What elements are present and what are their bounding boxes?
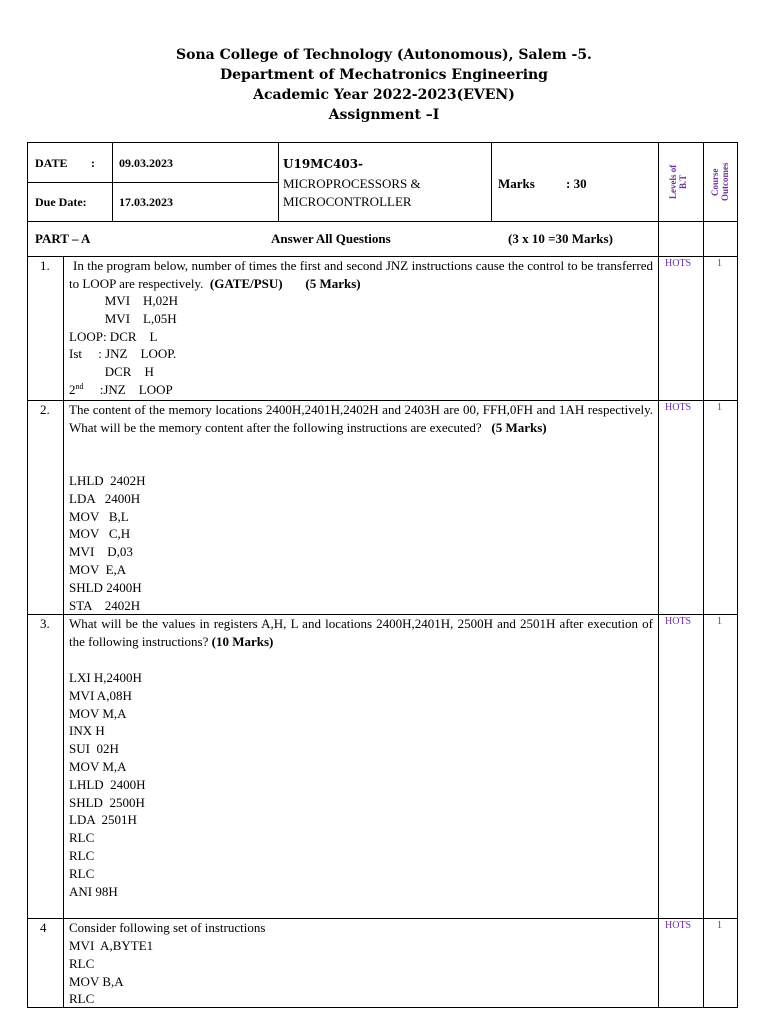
question-1-code: MVI H,02H MVI L,05H LOOP: DCR L Ist : JNZ LOOP. DCR H 2nd :JNZ LOOP: [69, 293, 179, 397]
course-outcome: 1: [717, 402, 722, 413]
question-number: 1.: [40, 258, 50, 273]
due-date-value: 17.03.2023: [119, 195, 173, 209]
bt-level: HOTS: [665, 920, 692, 931]
course-outcome-header: Course Outcomes: [710, 162, 730, 202]
course-outcome: 1: [717, 920, 722, 931]
due-date-label: Due Date:: [35, 195, 87, 209]
question-number: 3.: [40, 616, 50, 631]
question-2-text: The content of the memory locations 2400H,2401H,2402H and 2403H are 00, FFH,0FH and 1AH respectively. What will be the memory content after the following instructions are executed? (5 Marks): [69, 402, 653, 435]
bt-level-header: Levels of B.T: [668, 164, 688, 200]
question-number: 2.: [40, 402, 50, 417]
marks-label: Marks: [498, 176, 535, 191]
course-outcome: 1: [717, 258, 722, 269]
college-title: Sona College of Technology (Autonomous), Salem -5.: [176, 47, 592, 63]
question-2-code: LHLD 2402H LDA 2400H MOV B,L MOV C,H MVI D,03 MOV E,A SHLD 2400H STA 2402H: [69, 473, 146, 613]
question-1-text: In the program below, number of times the first and second JNZ instructions cause the control to be transferred to LOOP are respectively. (GATE/PSU) (5 Marks): [69, 258, 653, 291]
part-marks: (3 x 10 =30 Marks): [508, 231, 613, 246]
department-title: Department of Mechatronics Engineering: [220, 67, 548, 83]
question-number: 4: [40, 920, 47, 935]
course-name-line2: MICROCONTROLLER: [283, 194, 412, 209]
part-label: PART – A: [35, 231, 91, 246]
course-name-line1: MICROPROCESSORS &: [283, 176, 421, 191]
assignment-title: Assignment –I: [328, 107, 440, 123]
date-colon: :: [91, 156, 95, 170]
bt-level: HOTS: [665, 258, 692, 269]
bt-level: HOTS: [665, 616, 692, 627]
course-outcome: 1: [717, 616, 722, 627]
question-4-text: Consider following set of instructions: [69, 920, 266, 935]
date-value: 09.03.2023: [119, 156, 173, 170]
part-instruction: Answer All Questions: [271, 231, 391, 246]
question-4-code: MVI A,BYTE1 RLC MOV B,A RLC: [69, 938, 154, 1007]
bt-level: HOTS: [665, 402, 692, 413]
question-3-text: What will be the values in registers A,H, L and locations 2400H,2401H, 2500H and 2501H after execution of the following instructions? (10 Marks): [69, 616, 653, 649]
date-label: DATE: [35, 156, 68, 170]
question-3-code: LXI H,2400H MVI A,08H MOV M,A INX H SUI 02H MOV M,A LHLD 2400H SHLD 2500H LDA 2501H RLC RLC RLC ANI 98H: [69, 670, 146, 899]
marks-value: : 30: [566, 176, 587, 191]
course-code: U19MC403-: [283, 157, 364, 171]
academic-year: Academic Year 2022-2023(EVEN): [253, 87, 515, 103]
